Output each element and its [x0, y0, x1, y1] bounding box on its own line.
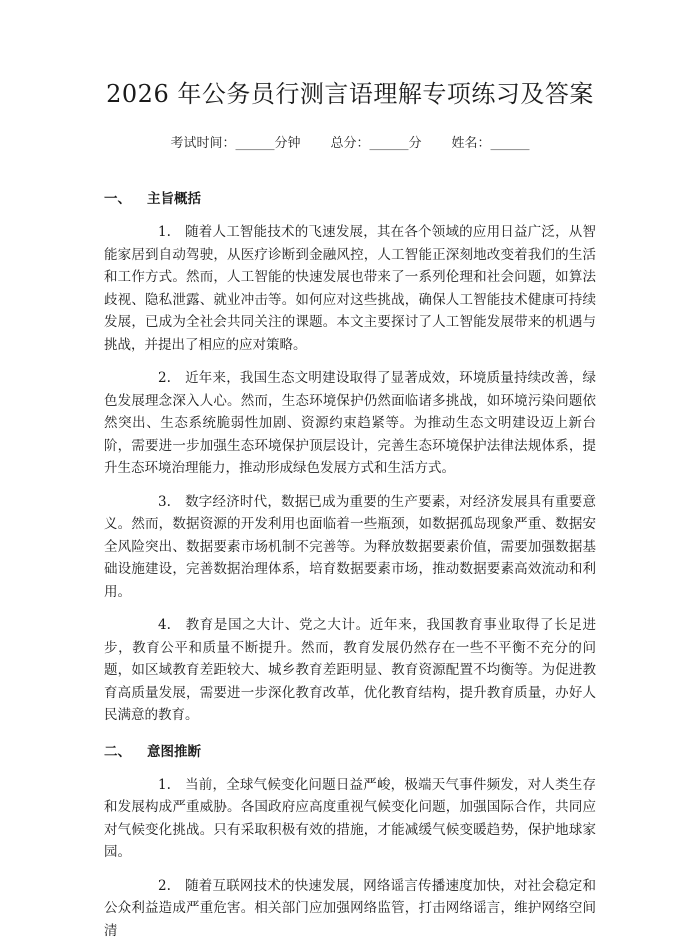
question-number: 2.	[131, 367, 171, 390]
section-title: 意图推断	[147, 741, 201, 763]
question-number: 2.	[131, 875, 171, 898]
section-heading	[104, 188, 596, 210]
exam-score: 总分：______分	[330, 134, 421, 154]
section-number: 一、	[104, 188, 131, 210]
exam-meta	[104, 134, 596, 154]
question-number: 3.	[131, 491, 171, 514]
question-paragraph	[104, 875, 596, 942]
section-heading	[104, 741, 596, 763]
question-paragraph	[104, 221, 596, 356]
question-paragraph	[104, 491, 596, 604]
question-paragraph	[104, 367, 596, 480]
question-text: 随着人工智能技术的飞速发展，其在各个领域的应用日益广泛，从智能家居到自动驾驶，从医疗诊断到金融风控，人工智能正深刻地改变着我们的生活和工作方式。然而，人工智能的快速发展也带来了一系列伦理和社会问题，如算法歧视、隐私泄露、就业冲击等。如何应对这些挑战，确保人工智能技术健康可持续发展，已成为全社会共同关注的课题。本文主要探讨了人工智能发展带来的机遇与挑战，并提出了相应的应对策略。	[104, 224, 596, 353]
exam-name: 姓名：______	[452, 134, 530, 154]
section-title: 主旨概括	[147, 188, 201, 210]
question-paragraph	[104, 614, 596, 727]
question-text: 随着互联网技术的快速发展，网络谣言传播速度加快，对社会稳定和公众利益造成严重危害。相关部门应加强网络监管，打击网络谣言，维护网络空间清	[104, 878, 596, 939]
question-number: 1.	[131, 774, 171, 797]
question-text: 教育是国之大计、党之大计。近年来，我国教育事业取得了长足进步，教育公平和质量不断提升。然而，教育发展仍然存在一些不平衡不充分的问题，如区域教育差距较大、城乡教育差距明显、教育资源配置不均衡等。为促进教育高质量发展，需要进一步深化教育改革，优化教育结构，提升教育质量，办好人民满意的教育。	[104, 617, 596, 723]
question-text: 当前，全球气候变化问题日益严峻，极端天气事件频发，对人类生存和发展构成严重威胁。各国政府应高度重视气候变化问题，加强国际合作，共同应对气候变化挑战。只有采取积极有效的措施，才能减缓气候变暖趋势，保护地球家园。	[104, 777, 596, 861]
question-number: 1.	[131, 221, 171, 244]
document-title: 2026 年公务员行测言语理解专项练习及答案	[104, 76, 596, 112]
exam-time: 考试时间：______分钟	[170, 134, 300, 154]
question-paragraph	[104, 774, 596, 864]
question-text: 近年来，我国生态文明建设取得了显著成效，环境质量持续改善，绿色发展理念深入人心。然而，生态环境保护仍然面临诸多挑战，如环境污染问题依然突出、生态系统脆弱性加剧、资源约束趋紧等。为推动生态文明建设迈上新台阶，需要进一步加强生态环境保护顶层设计，完善生态环境保护法律法规体系，提升生态环境治理能力，推动形成绿色发展方式和生活方式。	[104, 370, 596, 476]
question-text: 数字经济时代，数据已成为重要的生产要素，对经济发展具有重要意义。然而，数据资源的开发利用也面临着一些瓶颈，如数据孤岛现象严重、数据安全风险突出、数据要素市场机制不完善等。为释放数据要素价值，需要加强数据基础设施建设，完善数据治理体系，培育数据要素市场，推动数据要素高效流动和利用。	[104, 494, 596, 600]
question-number: 4.	[131, 614, 171, 637]
section-number: 二、	[104, 741, 131, 763]
